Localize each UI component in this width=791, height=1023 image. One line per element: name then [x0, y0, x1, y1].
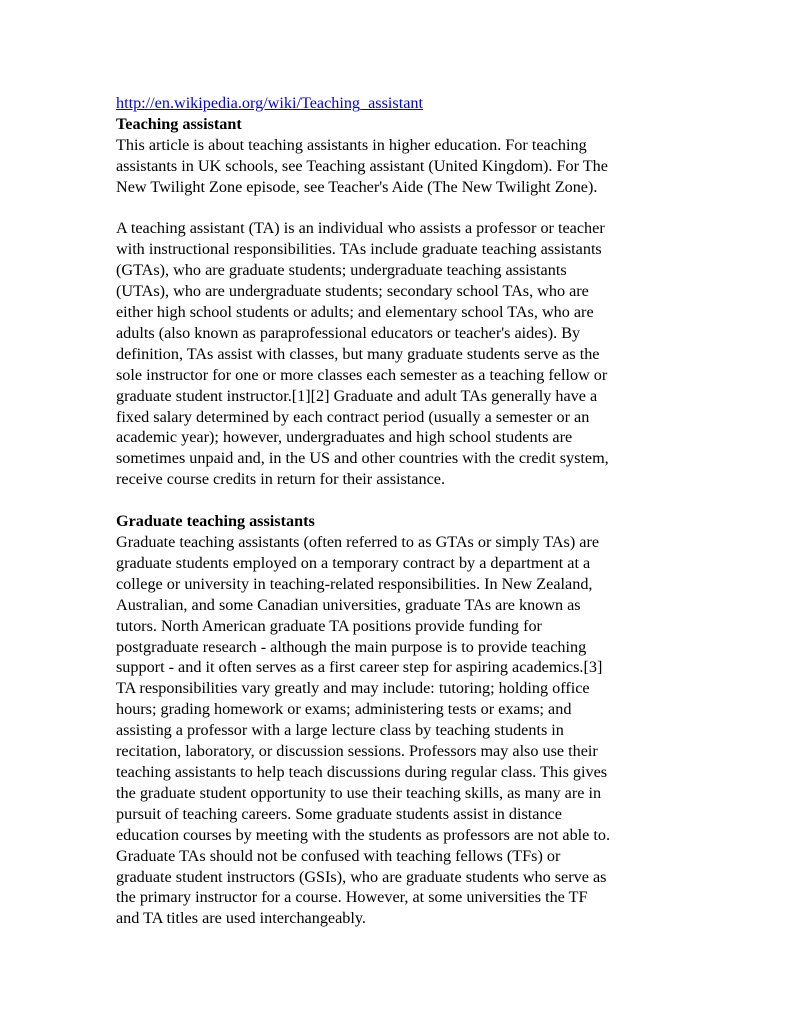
definition-line: definition, TAs assist with classes, but many graduate students serve as the [116, 344, 600, 363]
paragraph-gap [116, 198, 676, 219]
definition-line: adults (also known as paraprofessional educators or teacher's aides). By [116, 323, 581, 342]
source-url-link[interactable]: http://en.wikipedia.org/wiki/Teaching_assistant [116, 94, 423, 112]
intro-line: This article is about teaching assistants in higher education. For teaching [116, 135, 587, 154]
section-line: pursuit of teaching careers. Some graduate students assist in distance [116, 804, 562, 823]
section-line: tutors. North American graduate TA positions provide funding for [116, 616, 542, 635]
section-line: support - and it often serves as a first career step for aspiring academics.[3] [116, 658, 603, 677]
definition-line: receive course credits in return for their assistance. [116, 470, 445, 489]
article-title: Teaching assistant [116, 114, 242, 133]
section-line: the graduate student opportunity to use their teaching skills, as many are in [116, 783, 602, 802]
section-line: Graduate TAs should not be confused with teaching fellows (TFs) or [116, 846, 561, 865]
section-line: recitation, laboratory, or discussion sessions. Professors may also use their [116, 742, 598, 761]
section-paragraph [116, 532, 676, 929]
definition-line: academic year); however, undergraduates and high school students are [116, 428, 573, 447]
section-line: Graduate teaching assistants (often referred to as GTAs or simply TAs) are [116, 533, 600, 551]
intro-paragraph [116, 135, 676, 198]
section-line: and TA titles are used interchangeably. [116, 909, 366, 928]
section-line: teaching assistants to help teach discussions during regular class. This gives [116, 762, 608, 781]
definition-line: with instructional responsibilities. TAs include graduate teaching assistants [116, 240, 602, 259]
definition-line: fixed salary determined by each contract period (usually a semester or an [116, 407, 590, 426]
intro-line: New Twilight Zone episode, see Teacher's Aide (The New Twilight Zone). [116, 177, 598, 196]
section-line: graduate student instructors (GSIs), who are graduate students who serve as [116, 867, 607, 886]
section-line: graduate students employed on a temporary contract by a department at a [116, 553, 591, 572]
definition-line: A teaching assistant (TA) is an individual who assists a professor or teacher [116, 219, 605, 238]
definition-line: graduate student instructor.[1][2] Graduate and adult TAs generally have a [116, 386, 598, 405]
paragraph-gap [116, 490, 676, 511]
section-line: education courses by meeting with the students as professors are not able to. [116, 825, 611, 844]
section-line: TA responsibilities vary greatly and may include: tutoring; holding office [116, 679, 590, 698]
intro-line: assistants in UK schools, see Teaching assistant (United Kingdom). For The [116, 156, 608, 175]
section-line: hours; grading homework or exams; administering tests or exams; and [116, 700, 572, 719]
definition-line: sole instructor for one or more classes each semester as a teaching fellow or [116, 365, 608, 384]
section-line: postgraduate research - although the main purpose is to provide teaching [116, 637, 587, 656]
section-line: college or university in teaching-related responsibilities. In New Zealand, [116, 574, 593, 593]
definition-paragraph [116, 218, 676, 490]
definition-line: (GTAs), who are graduate students; undergraduate teaching assistants [116, 261, 567, 280]
definition-line: (UTAs), who are undergraduate students; secondary school TAs, who are [116, 282, 589, 301]
definition-line: sometimes unpaid and, in the US and other countries with the credit system, [116, 449, 609, 468]
section-heading: Graduate teaching assistants [116, 512, 315, 531]
section-line: the primary instructor for a course. However, at some universities the TF [116, 888, 588, 907]
section-line: Australian, and some Canadian universities, graduate TAs are known as [116, 595, 581, 614]
section-line: assisting a professor with a large lecture class by teaching students in [116, 721, 564, 740]
definition-line: either high school students or adults; and elementary school TAs, who are [116, 303, 594, 322]
document-page [116, 93, 676, 929]
